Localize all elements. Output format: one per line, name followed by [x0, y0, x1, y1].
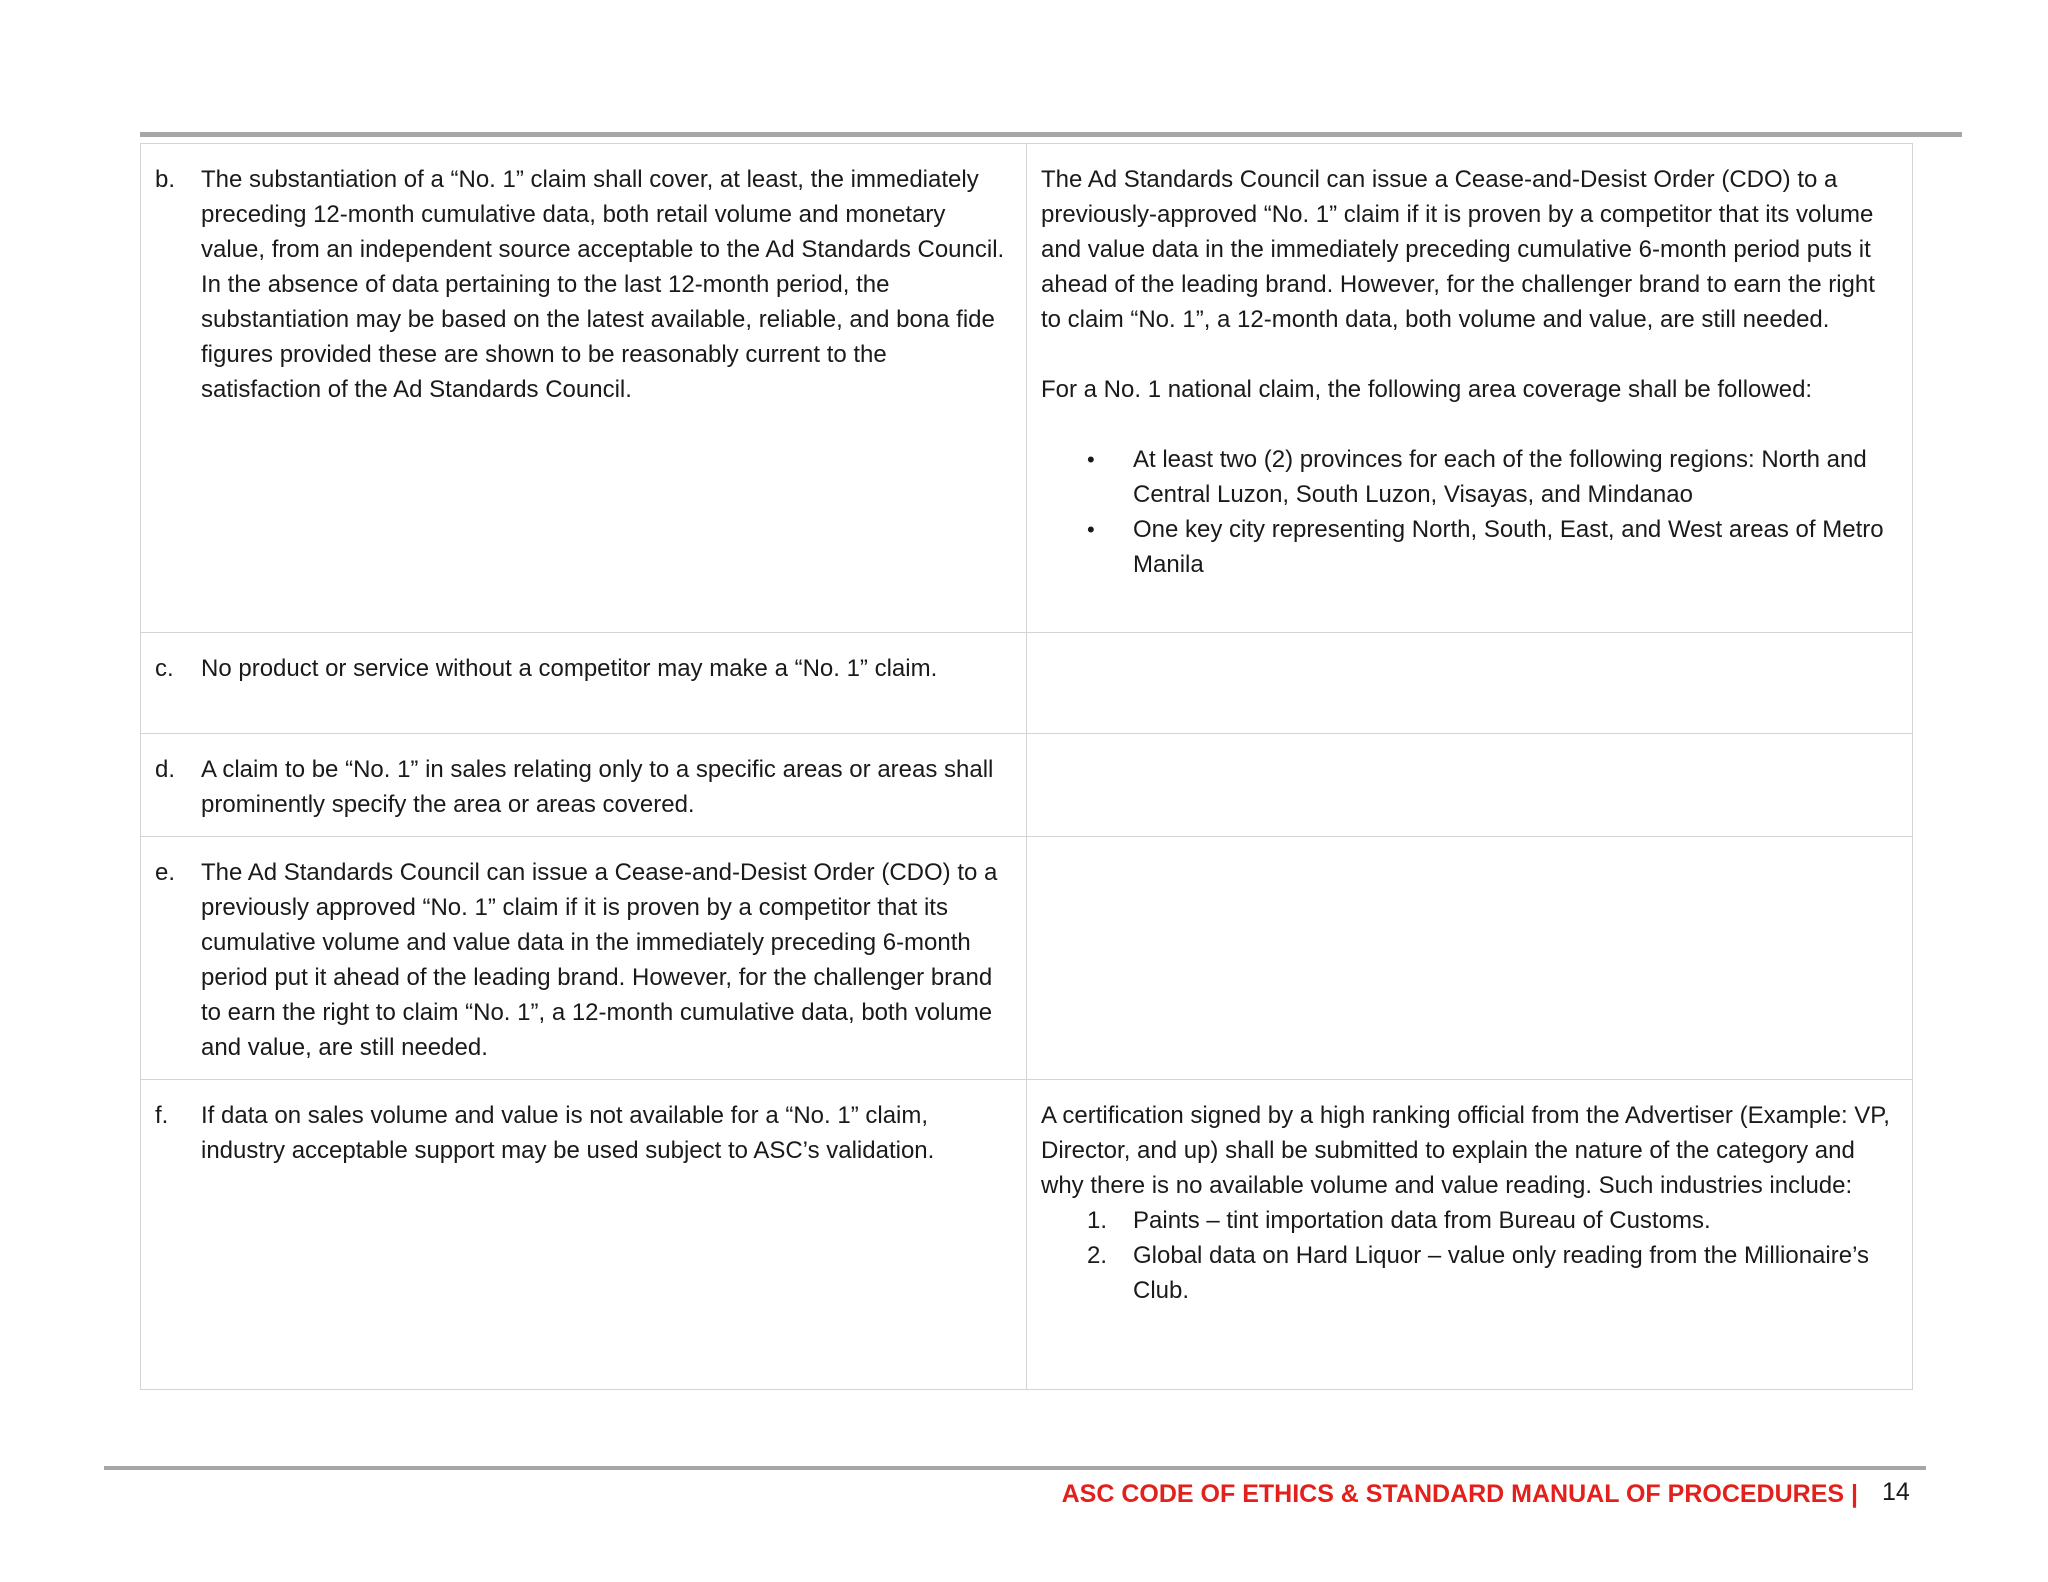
item-text: If data on sales volume and value is not available for a “No. 1” claim, industry acceptable support may be used subject to ASC’s validation.	[201, 1102, 935, 1164]
item-text: The substantiation of a “No. 1” claim shall cover, at least, the immediately preceding 12-month cumulative data, both retail volume and monetary value, from an independent source acceptable to the Ad Standards Council. In the absence of data pertaining to the last 12-month period, the substantiation may be based on the latest available, reliable, and bona fide figures provided these are shown to be reasonably current to the satisfaction of the Ad Standards Council.	[201, 166, 1005, 403]
bullet-icon: •	[1087, 447, 1095, 472]
page-number: 14	[1882, 1478, 1910, 1506]
rule-cell	[141, 633, 1027, 734]
list-item	[1087, 512, 1898, 582]
rules-table	[140, 143, 1913, 1390]
list-item	[1087, 1238, 1898, 1308]
list-item	[1087, 1203, 1898, 1238]
rule-cell	[141, 1080, 1027, 1390]
list-item	[155, 855, 1012, 1065]
numbered-list	[1041, 1203, 1898, 1308]
note-cell	[1027, 837, 1913, 1080]
item-letter: b.	[155, 166, 176, 193]
header-rule	[140, 132, 1962, 137]
rule-cell	[141, 734, 1027, 837]
item-letter: d.	[155, 756, 176, 783]
rule-cell	[141, 144, 1027, 633]
table-row	[141, 1080, 1913, 1390]
item-number: 1.	[1087, 1207, 1108, 1234]
list-item	[155, 752, 1012, 822]
item-number: 2.	[1087, 1242, 1108, 1269]
item-text: No product or service without a competitor may make a “No. 1” claim.	[201, 655, 938, 682]
table-row	[141, 633, 1913, 734]
note-paragraph: The Ad Standards Council can issue a Cease-and-Desist Order (CDO) to a previously-approved “No. 1” claim if it is proven by a competitor that its volume and value data in the immediately preceding cumulative 6-month period puts it ahead of the leading brand. However, for the challenger brand to earn the right to claim “No. 1”, a 12-month data, both volume and value, are still needed.	[1041, 166, 1875, 333]
list-item	[155, 162, 1012, 407]
item-text: The Ad Standards Council can issue a Cease-and-Desist Order (CDO) to a previously approved “No. 1” claim if it is proven by a competitor that its cumulative volume and value data in the immediately preceding 6-month period put it ahead of the leading brand. However, for the challenger brand to earn the right to claim “No. 1”, a 12-month cumulative data, both volume and value, are still needed.	[201, 859, 998, 1061]
table-row	[141, 734, 1913, 837]
list-item	[155, 1098, 1012, 1168]
item-letter: e.	[155, 859, 176, 886]
note-cell	[1027, 734, 1913, 837]
note-paragraph: A certification signed by a high ranking official from the Advertiser (Example: VP, Director, and up) shall be submitted to explain the nature of the category and why there is no available volume and value reading. Such industries include:	[1041, 1102, 1890, 1199]
bullet-icon: •	[1087, 517, 1095, 542]
list-item	[1087, 442, 1898, 512]
footer-title: ASC CODE OF ETHICS & STANDARD MANUAL OF PROCEDURES |	[1061, 1480, 1858, 1508]
bullet-text: At least two (2) provinces for each of the following regions: North and Central Luzon, South Luzon, Visayas, and Mindanao	[1133, 446, 1867, 508]
rule-cell	[141, 837, 1027, 1080]
table-row	[141, 837, 1913, 1080]
bullet-list	[1041, 442, 1898, 582]
footer-rule	[104, 1466, 1926, 1470]
item-letter: c.	[155, 655, 174, 682]
item-text: Paints – tint importation data from Bureau of Customs.	[1133, 1207, 1711, 1234]
note-cell	[1027, 633, 1913, 734]
note-paragraph: For a No. 1 national claim, the following area coverage shall be followed:	[1041, 376, 1813, 403]
item-text: A claim to be “No. 1” in sales relating only to a specific areas or areas shall prominently specify the area or areas covered.	[201, 756, 994, 818]
item-text: Global data on Hard Liquor – value only reading from the Millionaire’s Club.	[1133, 1242, 1869, 1304]
note-cell	[1027, 144, 1913, 633]
item-letter: f.	[155, 1102, 169, 1129]
bullet-text: One key city representing North, South, East, and West areas of Metro Manila	[1133, 516, 1884, 578]
list-item	[155, 651, 1012, 686]
note-cell	[1027, 1080, 1913, 1390]
table-row	[141, 144, 1913, 633]
